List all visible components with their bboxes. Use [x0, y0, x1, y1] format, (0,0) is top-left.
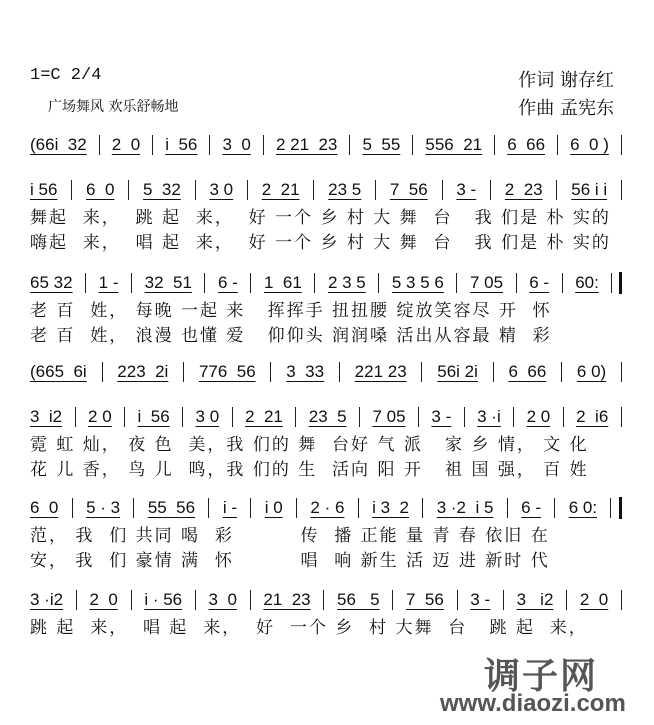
barline [270, 362, 271, 382]
measure: 5 32 [143, 180, 181, 199]
measure: 223 2i [117, 362, 169, 381]
lyric-line: 舞起 来， 跳 起 来， 好 一个 乡 村 大 舞 台 我 们是 朴 实的 [30, 208, 611, 228]
barline [456, 273, 457, 293]
barline [250, 498, 251, 518]
measure: 221 23 [354, 362, 407, 381]
barline [513, 407, 514, 427]
measure: i 56 [165, 135, 198, 154]
measure: 3 i2 [516, 590, 554, 609]
measure: 3 - [456, 180, 477, 199]
repeat-end-barline [619, 497, 622, 519]
measure: 32 51 [144, 273, 192, 292]
barline [490, 180, 491, 200]
barline [204, 273, 205, 293]
notation-line [30, 179, 622, 201]
lyric-line: 跳 起 来， 唱 起 来， 好 一个 乡 村 大舞 台 跳 起 来， [30, 618, 588, 638]
watermark-logo: 调子网 [484, 656, 599, 697]
barline [263, 135, 264, 155]
barline [314, 273, 315, 293]
barline [621, 180, 622, 200]
barline [250, 590, 251, 610]
measure: 5 55 [362, 135, 401, 154]
measure: i 0 [264, 498, 283, 517]
barline [375, 180, 376, 200]
barline [85, 273, 86, 293]
barline [621, 362, 622, 382]
lyric-line: 老 百 姓， 每晚 一起 来 挥挥手 扭扭腰 绽放笑容尽 开 怀 [30, 301, 552, 321]
measure: 23 5 [328, 180, 362, 199]
barline [296, 498, 297, 518]
measure: 3 0 [209, 180, 234, 199]
barline [195, 590, 196, 610]
measure: 6 0: [568, 498, 598, 517]
measure: 7 05 [372, 407, 406, 426]
lyric-line: 霓 虹 灿， 夜 色 美，我 们的 舞 台好 气 派 家 乡 情， 文 化 [30, 435, 589, 455]
barline [250, 273, 251, 293]
measure: 3 0 [222, 135, 251, 154]
measure: 7 56 [389, 180, 428, 199]
measure: i · 56 [144, 590, 183, 609]
barline [339, 362, 340, 382]
measure: 2 21 [245, 407, 283, 426]
measure: 3 ·i2 [30, 590, 64, 609]
barline [561, 362, 562, 382]
measure: 2 21 23 [275, 135, 338, 154]
measure: 2 0 [111, 135, 141, 154]
barline [378, 273, 379, 293]
measure: 6 - [521, 498, 541, 517]
barline [72, 498, 73, 518]
measure: (665 6i [30, 362, 87, 381]
notation-line [30, 589, 622, 611]
measure: 6 66 [508, 362, 547, 381]
repeat-end-barline [619, 272, 622, 294]
barline [71, 180, 72, 200]
measure: 3 33 [286, 362, 325, 381]
barline [621, 590, 622, 610]
measure: 1 61 [264, 273, 302, 292]
barline [195, 180, 196, 200]
barline [412, 135, 413, 155]
barline [358, 498, 359, 518]
barline [421, 362, 422, 382]
measure: 3 ·i [477, 407, 501, 426]
measure: 3 0 [195, 407, 220, 426]
notation-line [30, 272, 622, 294]
notation-line [30, 497, 622, 519]
measure: 6 - [529, 273, 550, 292]
measure: 3 - [431, 407, 452, 426]
barline [349, 135, 350, 155]
measure: 3 i2 [30, 407, 63, 426]
tempo-marking: 广场舞风 欢乐舒畅地 [48, 99, 179, 115]
measure: i 56 [137, 407, 170, 426]
barline [392, 590, 393, 610]
measure: (66i 32 [30, 135, 87, 154]
barline [75, 407, 76, 427]
measure: 7 56 [406, 590, 444, 609]
barline [295, 407, 296, 427]
measure: 6 0) [576, 362, 607, 381]
barline [209, 135, 210, 155]
barline [99, 135, 100, 155]
measure: 6 0 [86, 180, 115, 199]
measure: 55 56 [147, 498, 196, 517]
barline [621, 135, 622, 155]
measure: 2 0 [88, 407, 112, 426]
barline [313, 180, 314, 200]
measure: 2 0 [526, 407, 551, 426]
barline [507, 498, 508, 518]
barline [556, 180, 557, 200]
notation-line [30, 361, 622, 383]
measure: i 3 2 [372, 498, 409, 517]
measure: 6 0 ) [570, 135, 609, 154]
barline [131, 590, 132, 610]
measure: 5 · 3 [86, 498, 121, 517]
measure: 60: [575, 273, 599, 292]
lyric-line: 范， 我 们 共同 喝 彩 传 播 正能 量 青 春 依旧 在 [30, 526, 550, 546]
barline [128, 180, 129, 200]
measure: 2 0 [579, 590, 609, 609]
key-signature: 1=C 2/4 [30, 66, 102, 85]
barline [247, 180, 248, 200]
lyric-line: 老 百 姓， 浪漫 也懂 爱 仰仰头 润润嗓 活出从容最 精 彩 [30, 326, 552, 346]
barline [611, 273, 612, 293]
measure: 2 21 [261, 180, 300, 199]
barline [557, 135, 558, 155]
measure: 6 66 [507, 135, 546, 154]
barline [102, 362, 103, 382]
barline [418, 407, 419, 427]
lyric-line: 嗨起 来， 唱 起 来， 好 一个 乡 村 大 舞 台 我 们是 朴 实的 [30, 233, 611, 253]
barline [208, 498, 209, 518]
measure: 556 21 [425, 135, 483, 154]
measure: 65 32 [30, 273, 73, 292]
measure: 56i 2i [437, 362, 478, 381]
barline [562, 273, 563, 293]
barline [133, 498, 134, 518]
measure: 23 5 [308, 407, 347, 426]
measure: 3 0 [208, 590, 237, 609]
barline [621, 407, 622, 427]
barline [464, 407, 465, 427]
measure: 2 0 [89, 590, 118, 609]
measure: i - [222, 498, 237, 517]
measure: 1 - [98, 273, 119, 292]
measure: 3 ·2 i 5 [436, 498, 494, 517]
measure: 2 i6 [576, 407, 609, 426]
measure: 3 - [470, 590, 491, 609]
measure: 5 3 5 6 [391, 273, 444, 292]
measure: 2 · 6 [310, 498, 345, 517]
barline [359, 407, 360, 427]
measure: 2 3 5 [327, 273, 366, 292]
barline [610, 498, 611, 518]
barline [76, 590, 77, 610]
notation-line [30, 134, 622, 156]
measure: 2 23 [504, 180, 543, 199]
barline [124, 407, 125, 427]
barline [503, 590, 504, 610]
measure: 56 i i [571, 180, 608, 199]
barline [422, 498, 423, 518]
lyric-line: 花 儿 香， 鸟 儿 鸣，我 们的 生 活向 阳 开 祖 国 强， 百 姓 [30, 460, 589, 480]
barline [131, 273, 132, 293]
barline [563, 407, 564, 427]
measure: i 56 [30, 180, 58, 199]
lyric-line: 安， 我 们 豪情 满 怀 唱 响 新生 活 迈 进 新时 代 [30, 551, 550, 571]
barline [494, 135, 495, 155]
barline [183, 362, 184, 382]
lyricist-credit: 作词 谢存红 [518, 70, 614, 91]
measure: 7 05 [470, 273, 504, 292]
measure: 56 5 [337, 590, 380, 609]
barline [152, 135, 153, 155]
measure: 776 56 [198, 362, 256, 381]
barline [554, 498, 555, 518]
measure: 6 0 [30, 498, 59, 517]
measure: 6 - [218, 273, 238, 292]
barline [323, 590, 324, 610]
barline [232, 407, 233, 427]
barline [566, 590, 567, 610]
composer-credit: 作曲 孟宪东 [518, 98, 614, 119]
barline [182, 407, 183, 427]
notation-line [30, 406, 622, 428]
barline [516, 273, 517, 293]
measure: 21 23 [263, 590, 311, 609]
barline [442, 180, 443, 200]
watermark-url: www.diaozi.com [440, 690, 626, 717]
barline [457, 590, 458, 610]
barline [493, 362, 494, 382]
